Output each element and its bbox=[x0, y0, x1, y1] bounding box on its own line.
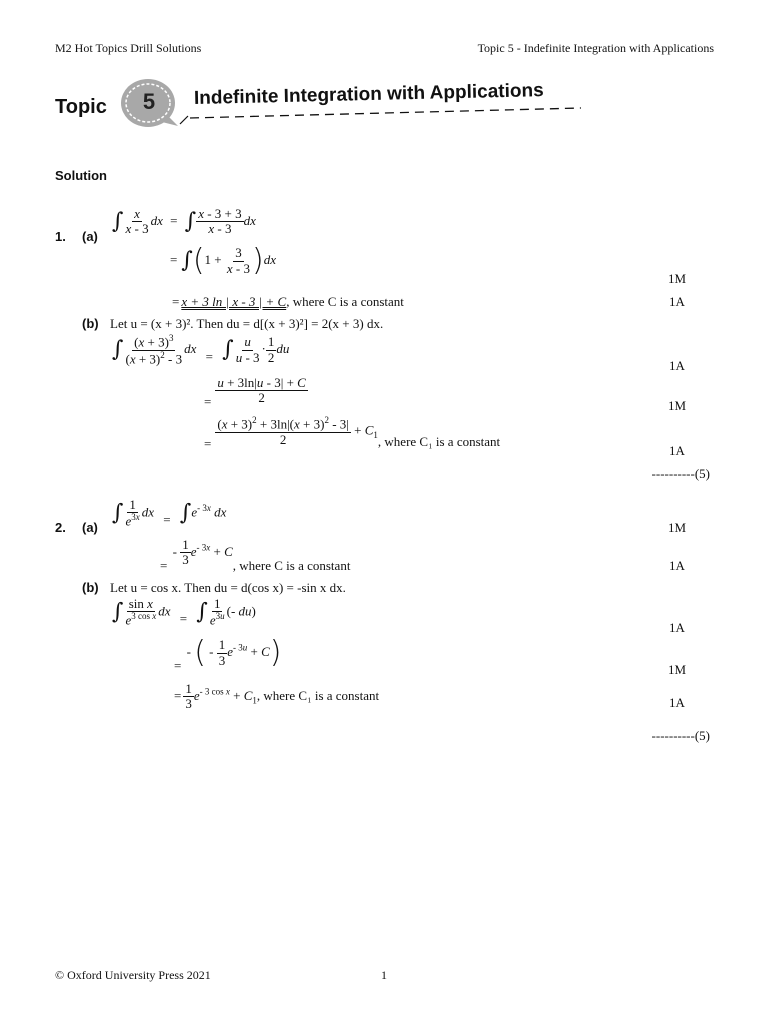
running-header-right: Topic 5 - Indefinite Integration with Applications bbox=[477, 41, 714, 55]
topic-title: Indefinite Integration with Applications bbox=[193, 80, 544, 109]
mark-q1b-3: 1A bbox=[669, 443, 685, 458]
footer-page-number: 1 bbox=[381, 968, 387, 982]
q2b-step3: = $\frac{1}{3}$ $e^{- 3 cos x} + C_1$, where C₁ is a constant bbox=[174, 681, 380, 712]
q1a-answer: x + 3 ln | x - 3 | + C bbox=[181, 294, 287, 309]
topic-number: 5 bbox=[142, 89, 156, 114]
q1b-substitution: Let u = (x + 3)². Then du = d[(x + 3)²] = 2(x + 3) dx. bbox=[110, 316, 384, 331]
q2b-constant-note: , where C₁ is a constant bbox=[256, 687, 380, 703]
running-header-left: M2 Hot Topics Drill Solutions bbox=[55, 41, 202, 55]
q1a-step2: = ∫(1 + $\frac{3}{x - 3}$ )dx bbox=[170, 243, 276, 278]
q1b-step1: ∫ $\frac{(x + 3)^3}{(x + 3)^2 - 3}$ dx = ∫ $\frac{u}{u - 3}$ · $\frac{1}{2}$ du bbox=[112, 333, 290, 366]
mark-q2b-3: 1A bbox=[669, 695, 685, 710]
mark-q1a-1: 1M bbox=[667, 271, 687, 286]
q2-part-a-label: (a) bbox=[82, 520, 98, 535]
q1-total-marks: ----------(5) bbox=[651, 466, 710, 481]
topic-label: Topic bbox=[55, 96, 107, 118]
q1-part-b-label: (b) bbox=[82, 316, 99, 331]
q2b-step1: ∫ $\frac{\text{sin x}}{e^{3 cos x}}$ dx = ∫ $\frac{1}{e^{3u}}$ (- du) bbox=[112, 596, 256, 628]
q2-part-b-label: (b) bbox=[82, 580, 99, 595]
mark-q1a-2: 1A bbox=[669, 294, 685, 309]
q2a-constant-note: , where C is a constant bbox=[232, 557, 351, 573]
q2a-step2: = - $\frac{1}{3}$ $e^{- 3x} + C$, where C is a constant bbox=[160, 537, 351, 573]
mark-q2a-1: 1M bbox=[667, 520, 687, 535]
q2-total-marks: ----------(5) bbox=[651, 728, 710, 743]
mark-q2b-2: 1M bbox=[667, 662, 687, 677]
section-heading: Solution bbox=[55, 168, 107, 183]
q2a-step1: ∫ $\frac{1}{e^{3x}}$ dx = $\int e^{- 3x}$ dx bbox=[112, 497, 227, 529]
q1-part-a-label: (a) bbox=[82, 229, 98, 244]
q1b-step3: = $\frac{(x + 3)^2 + 3\ln|(x + 3)^2 - 3|}{2}$ + $C_1$, where C₁ is a constant bbox=[204, 415, 501, 452]
q2b-substitution: Let u = cos x. Then du = d(cos x) = -sin x dx. bbox=[110, 580, 346, 595]
q2-number: 2. bbox=[55, 520, 66, 535]
q1a-step1: ∫ $\frac{x}{x - 3}$ dx = ∫ $\frac{x - 3 + 3}{x - 3}$ dx bbox=[112, 206, 256, 237]
q2b-step2: = - ( - $\frac{1}{3}$ $e^{- 3u} + C$) bbox=[174, 635, 282, 673]
mark-q1b-1: 1A bbox=[669, 358, 685, 373]
footer-copyright: © Oxford University Press 2021 bbox=[55, 968, 211, 982]
mark-q2b-1: 1A bbox=[669, 620, 685, 635]
q1a-step3: = x + 3 ln | x - 3 | + C, where C is a constant bbox=[172, 294, 404, 309]
q1b-constant-note: , where C₁ is a constant bbox=[377, 434, 501, 450]
q1-number: 1. bbox=[55, 229, 66, 244]
mark-q2a-2: 1A bbox=[669, 558, 685, 573]
q1b-step2: = $\frac{u + 3\ln|u - 3| + C}{2}$ bbox=[204, 375, 306, 409]
q1a-constant-note: , where C is a constant bbox=[286, 294, 404, 309]
mark-q1b-2: 1M bbox=[667, 398, 687, 413]
